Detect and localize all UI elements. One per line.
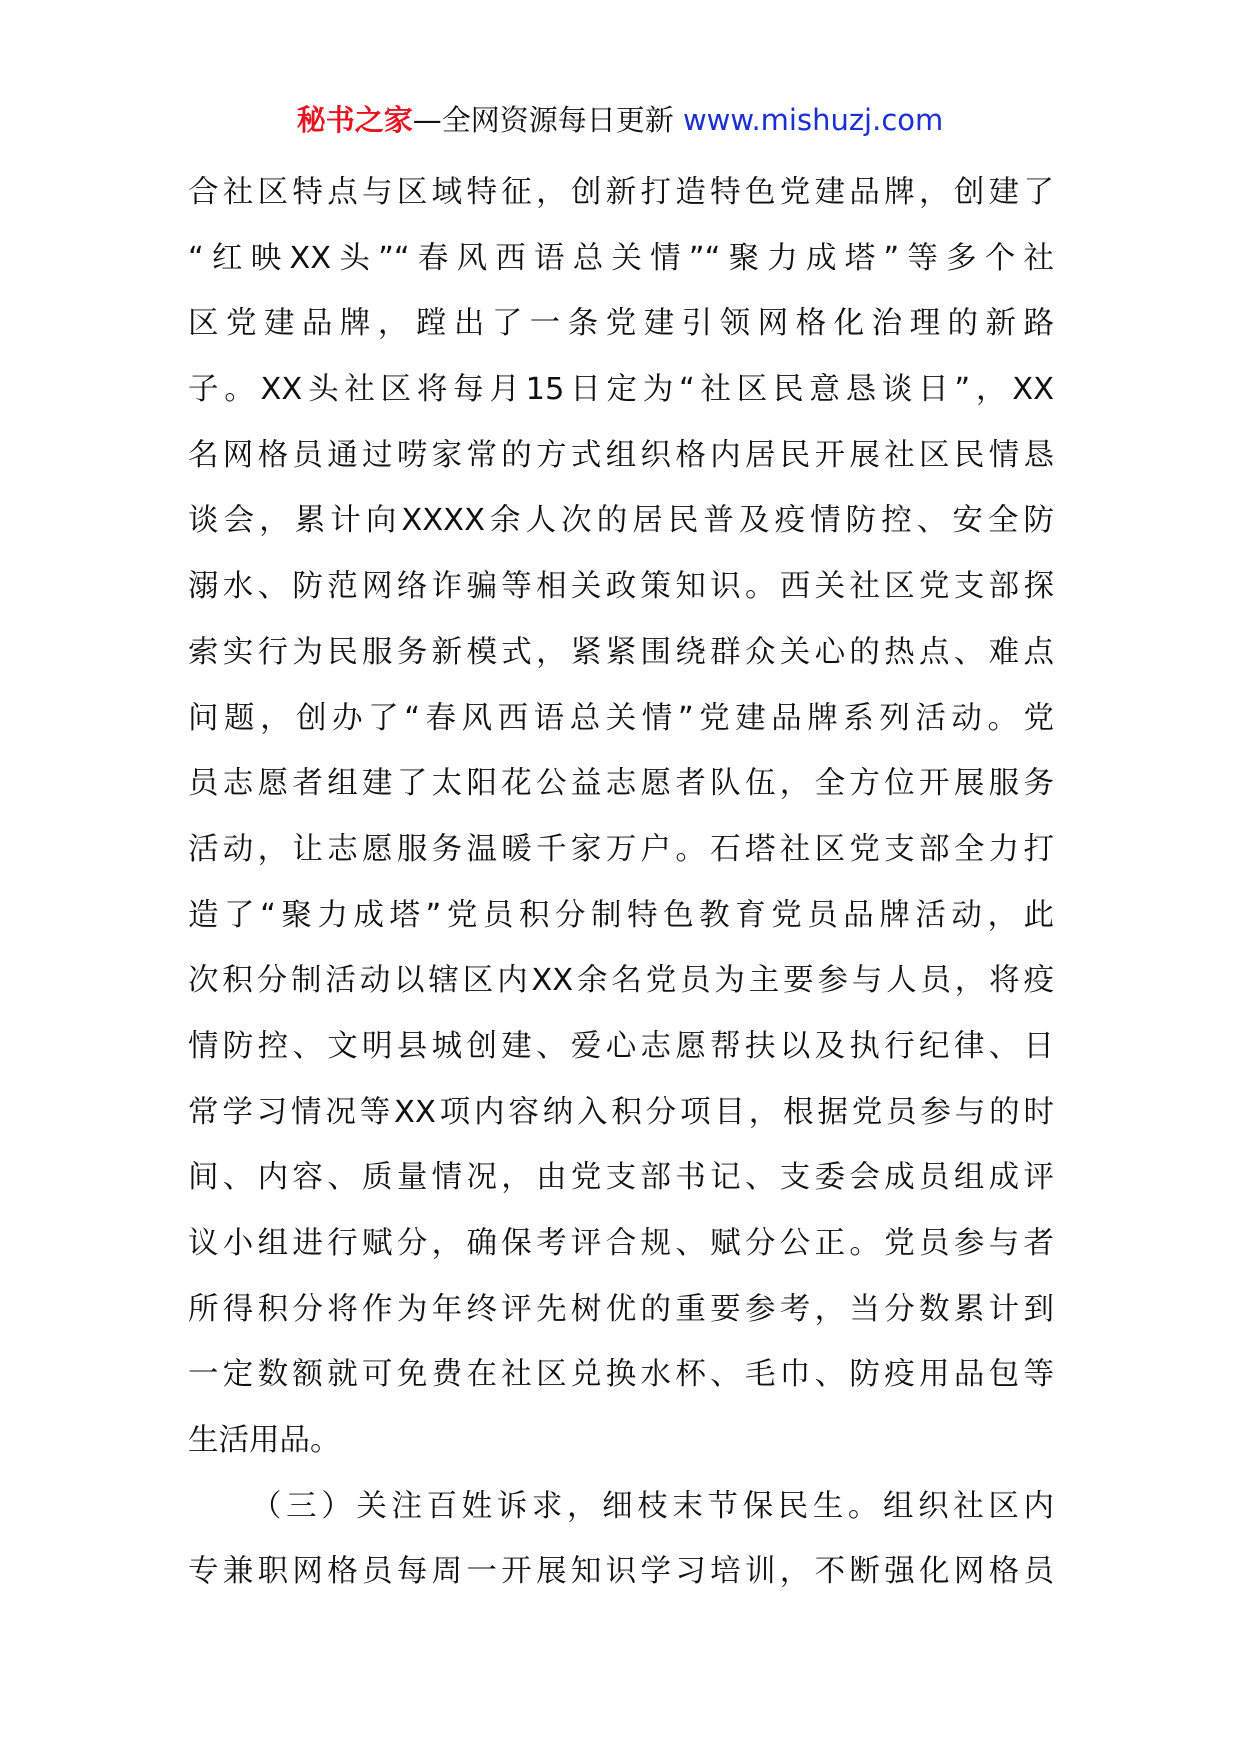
- text-line: 名网格员通过唠家常的方式组织格内居民开展社区民情恳: [188, 437, 1054, 473]
- text-line: 情防控、文明县城创建、爱心志愿帮扶以及执行纪律、日: [188, 1028, 1054, 1064]
- text-line: 间、内容、质量情况，由党支部书记、支委会成员组成评: [188, 1160, 1054, 1196]
- text-line: 索实行为民服务新模式，紧紧围绕群众关心的热点、难点: [188, 634, 1054, 670]
- site-url-link[interactable]: www.mishuzj.com: [682, 103, 944, 137]
- text-line: 问题，创办了“春风西语总关情”党建品牌系列活动。党: [188, 700, 1054, 736]
- text-line: 溺水、防范网络诈骗等相关政策知识。西关社区党支部探: [188, 569, 1054, 605]
- brand-name: 秘书之家: [296, 103, 413, 137]
- text-line: 常学习情况等XX项内容纳入积分项目，根据党员参与的时: [188, 1094, 1054, 1130]
- text-line: 一定数额就可免费在社区兑换水杯、毛巾、防疫用品包等: [188, 1357, 1054, 1393]
- text-line: 区党建品牌，蹚出了一条党建引领网格化治理的新路: [188, 306, 1054, 342]
- text-line: “红映XX头”“春风西语总关情”“聚力成塔”等多个社: [188, 240, 1054, 276]
- paragraph-end-line: 生活用品。: [188, 1423, 341, 1459]
- text-line: 子。XX头社区将每月15日定为“社区民意恳谈日”，XX: [188, 372, 1054, 408]
- header-tagline: —全网资源每日更新: [412, 103, 683, 137]
- text-line: 合社区特点与区域特征，创新打造特色党建品牌，创建了: [188, 175, 1054, 210]
- document-body: [188, 160, 1054, 1605]
- section-heading-line: （三）关注百姓诉求，细枝末节保民生。组织社区内: [251, 1488, 1054, 1524]
- text-line: 次积分制活动以辖区内XX余名党员为主要参与人员，将疫: [188, 963, 1054, 999]
- text-line: 活动，让志愿服务温暖千家万户。石塔社区党支部全力打: [188, 831, 1054, 867]
- site-header: [0, 100, 1240, 140]
- text-line: 议小组进行赋分，确保考评合规、赋分公正。党员参与者: [188, 1226, 1054, 1261]
- text-line: 员志愿者组建了太阳花公益志愿者队伍，全方位开展服务: [188, 766, 1054, 802]
- text-line: 专兼职网格员每周一开展知识学习培训，不断强化网格员: [188, 1554, 1054, 1590]
- text-line: 谈会，累计向XXXX余人次的居民普及疫情防控、安全防: [188, 503, 1054, 539]
- text-line: 所得积分将作为年终评先树优的重要参考，当分数累计到: [188, 1291, 1054, 1327]
- text-line: 造了“聚力成塔”党员积分制特色教育党员品牌活动，此: [188, 897, 1054, 933]
